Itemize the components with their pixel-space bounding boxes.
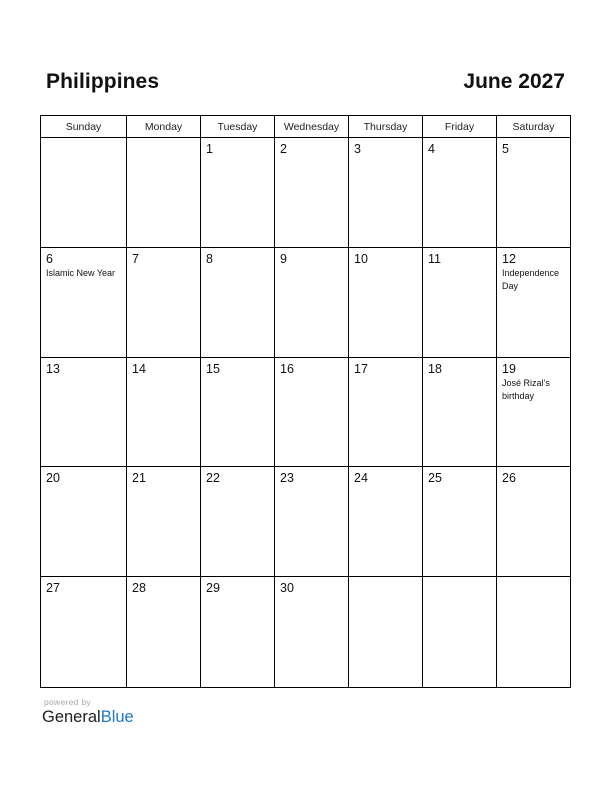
- calendar-grid: [40, 115, 571, 688]
- brand-name-part1: General: [42, 708, 101, 726]
- day-number: 1: [206, 142, 213, 156]
- page-title: Philippines: [46, 70, 160, 93]
- weekday-header: Sunday: [41, 116, 127, 138]
- day-cell[interactable]: [41, 248, 127, 358]
- day-cell[interactable]: [201, 248, 275, 358]
- day-cell[interactable]: [423, 467, 497, 577]
- day-cell[interactable]: [497, 577, 570, 687]
- day-number: 8: [206, 251, 213, 266]
- day-number: 12: [502, 251, 516, 266]
- weekday-header: Thursday: [349, 116, 423, 138]
- day-cell[interactable]: [497, 358, 570, 468]
- day-cell[interactable]: [41, 138, 127, 248]
- day-number: 3: [354, 142, 361, 156]
- day-number: 24: [354, 471, 368, 486]
- day-cell[interactable]: [127, 138, 201, 248]
- day-number: 29: [206, 581, 220, 596]
- day-number: 5: [502, 142, 509, 156]
- day-number: 23: [280, 471, 294, 486]
- day-cell[interactable]: [41, 358, 127, 468]
- day-cell[interactable]: [275, 138, 349, 248]
- day-number: 16: [280, 361, 294, 376]
- day-cell[interactable]: [497, 248, 570, 358]
- day-number: 25: [428, 471, 442, 486]
- day-number: 13: [46, 361, 60, 376]
- day-number: 18: [428, 361, 442, 376]
- day-number: 20: [46, 471, 60, 486]
- holiday-label: Islamic New Year: [46, 267, 116, 278]
- weekday-header: Tuesday: [201, 116, 275, 138]
- day-cell[interactable]: [275, 358, 349, 468]
- day-number: 21: [132, 471, 146, 486]
- day-number: 26: [502, 471, 516, 486]
- day-number: 4: [428, 142, 435, 156]
- day-cell[interactable]: [497, 138, 570, 248]
- day-cell[interactable]: [275, 577, 349, 687]
- day-cell[interactable]: [127, 248, 201, 358]
- day-number: 27: [46, 581, 60, 596]
- day-number: 10: [354, 251, 368, 266]
- weekday-header: Saturday: [497, 116, 570, 138]
- day-cell[interactable]: [423, 138, 497, 248]
- month-year-label: June 2027: [463, 70, 565, 93]
- day-number: 9: [280, 251, 287, 266]
- day-cell[interactable]: [127, 467, 201, 577]
- generalblue-logo[interactable]: [42, 708, 134, 727]
- day-cell[interactable]: [349, 577, 423, 687]
- day-number: 7: [132, 251, 139, 266]
- day-number: 15: [206, 361, 220, 376]
- day-cell[interactable]: [349, 467, 423, 577]
- weekday-header: Monday: [127, 116, 201, 138]
- day-number: 14: [132, 361, 146, 376]
- day-cell[interactable]: [349, 358, 423, 468]
- day-cell[interactable]: [349, 138, 423, 248]
- day-cell[interactable]: [423, 248, 497, 358]
- day-cell[interactable]: [423, 358, 497, 468]
- day-cell[interactable]: [201, 467, 275, 577]
- day-cell[interactable]: [201, 358, 275, 468]
- brand-name-part2: Blue: [100, 708, 134, 726]
- day-cell[interactable]: [41, 577, 127, 687]
- day-number: 28: [132, 581, 146, 596]
- day-cell[interactable]: [201, 138, 275, 248]
- day-cell[interactable]: [201, 577, 275, 687]
- day-cell[interactable]: [275, 467, 349, 577]
- day-cell[interactable]: [423, 577, 497, 687]
- day-number: 22: [206, 471, 220, 486]
- day-cell[interactable]: [349, 248, 423, 358]
- day-cell[interactable]: [41, 467, 127, 577]
- day-number: 30: [280, 581, 294, 596]
- holiday-label: José Rizal’s birthday: [502, 377, 550, 401]
- day-cell[interactable]: [497, 467, 570, 577]
- day-cell[interactable]: [275, 248, 349, 358]
- day-number: 19: [502, 361, 516, 376]
- powered-by-label: powered by: [44, 697, 91, 707]
- weekday-header: Wednesday: [275, 116, 349, 138]
- holiday-label: Independence Day: [502, 267, 560, 291]
- weekday-header: Friday: [423, 116, 497, 138]
- day-number: 6: [46, 251, 53, 266]
- day-cell[interactable]: [127, 358, 201, 468]
- day-cell[interactable]: [127, 577, 201, 687]
- day-number: 2: [280, 142, 287, 156]
- day-number: 17: [354, 361, 368, 376]
- day-number: 11: [428, 251, 441, 266]
